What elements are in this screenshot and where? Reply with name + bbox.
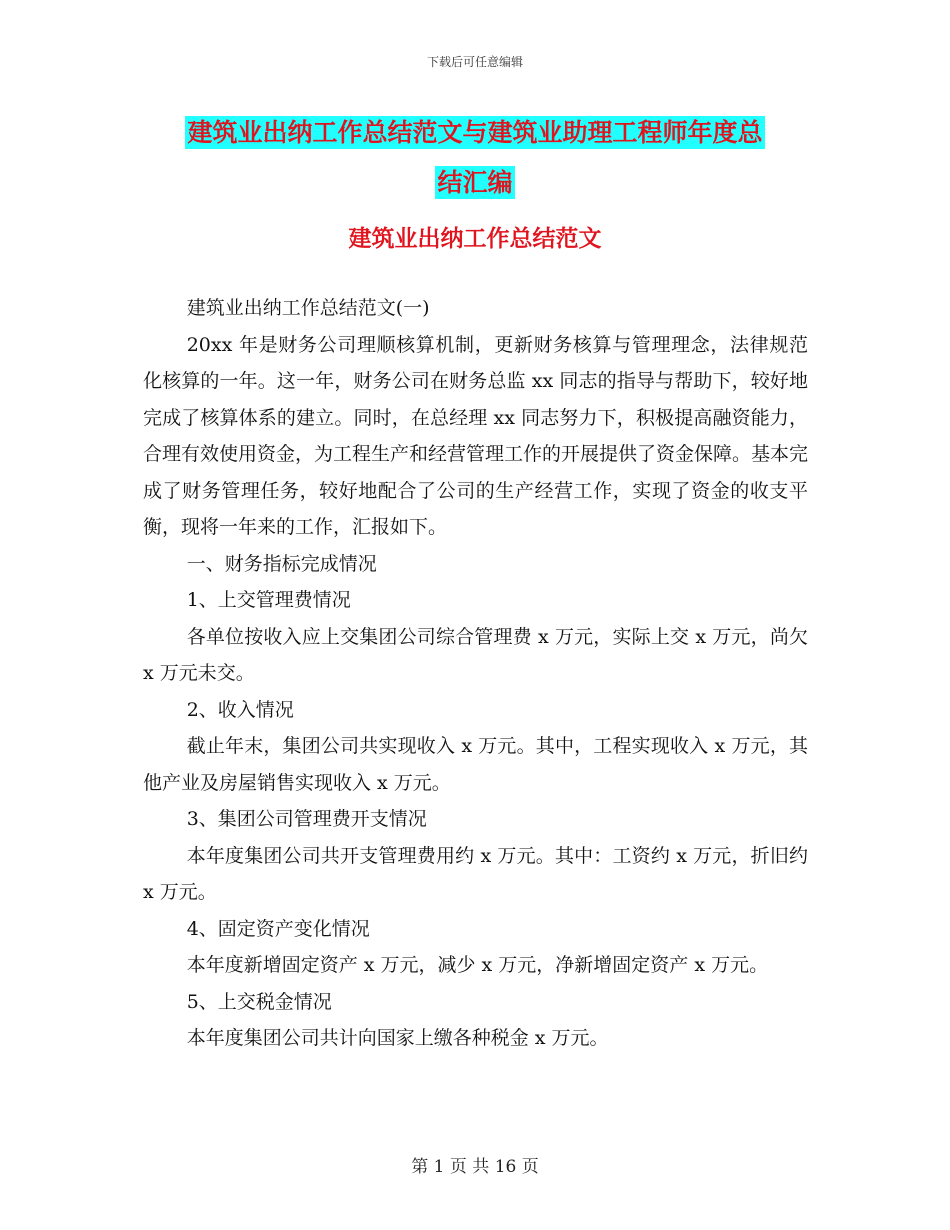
- paragraph: 20xx 年是财务公司理顺核算机制，更新财务核算与管理理念，法律规范化核算的一年。这一年，财务公司在财务总监 xx 同志的指导与帮助下，较好地完成了核算体系的建立。同时，在总经理 xx 同志努力下，积极提高融资能力，合理有效使用资金，为工程生产和经营管理工作的开展提供了资金保障。基本完成了财务管理任务，较好地配合了公司的生产经营工作，实现了资金的收支平衡，现将一年来的工作，汇报如下。: [143, 333, 809, 538]
- paragraph: 截止年末，集团公司共实现收入 x 万元。其中，工程实现收入 x 万元，其他产业及房屋销售实现收入 x 万元。: [143, 735, 808, 794]
- paragraph: 5、上交税金情况: [186, 990, 332, 1013]
- paragraph: 本年度新增固定资产 x 万元，减少 x 万元，净新增固定资产 x 万元。: [186, 954, 769, 976]
- paragraph: 一、财务指标完成情况: [186, 552, 377, 575]
- paragraph: 本年度集团公司共开支管理费用约 x 万元。其中：工资约 x 万元，折旧约 x 万元。: [143, 844, 808, 903]
- paragraph: 建筑业出纳工作总结范文(一): [186, 297, 430, 319]
- document-body: [143, 290, 808, 1057]
- paragraph: 各单位按收入应上交集团公司综合管理费 x 万元，实际上交 x 万元，尚欠 x 万元未交。: [143, 625, 808, 684]
- page-footer: 第 1 页 共 16 页: [411, 1157, 539, 1177]
- paragraph: 本年度集团公司共计向国家上缴各种税金 x 万元。: [186, 1027, 609, 1049]
- header-note: 下载后可任意编辑: [426, 55, 523, 69]
- paragraph: 3、集团公司管理费开支情况: [186, 808, 427, 830]
- document-title: [140, 108, 810, 208]
- paragraph: 4、固定资产变化情况: [186, 917, 370, 940]
- section-title: 建筑业出纳工作总结范文: [348, 225, 602, 252]
- document-title-line-2: 结汇编: [437, 168, 513, 197]
- paragraph: 1、上交管理费情况: [186, 589, 351, 611]
- paragraph: 2、收入情况: [186, 698, 294, 721]
- document-title-line-1: 建筑业出纳工作总结范文与建筑业助理工程师年度总: [187, 118, 763, 147]
